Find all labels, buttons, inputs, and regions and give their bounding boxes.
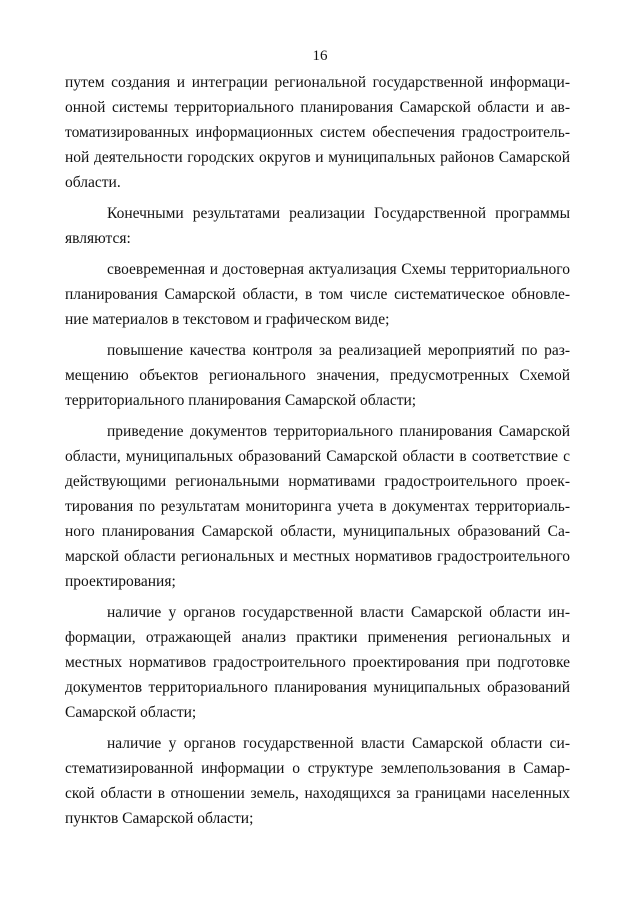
- document-text: [65, 70, 570, 831]
- text-line: стематизированной информации о структуре землепользования в Самар-: [65, 760, 570, 777]
- text-line: документов территориального планирования муниципальных образований: [65, 679, 570, 696]
- page-number: 16: [312, 48, 328, 64]
- text-line: местных нормативов градостроительного проектирования при подготовке: [65, 654, 570, 671]
- text-line: тирования по результатам мониторинга учета в документах территориаль-: [65, 498, 570, 515]
- text-line: марской области региональных и местных нормативов градостроительного: [65, 548, 570, 565]
- text-line: Самарской области;: [65, 704, 197, 721]
- text-line: формации, отражающей анализ практики применения региональных и: [65, 629, 570, 646]
- text-line: томатизированных информационных систем обеспечения градостроитель-: [65, 124, 570, 141]
- text-line: мещению объектов регионального значения, предусмотренных Схемой: [65, 367, 570, 384]
- text-line: наличие у органов государственной власти Самарской области ин-: [107, 604, 570, 621]
- text-line: проектирования;: [65, 573, 176, 590]
- text-line: приведение документов территориального планирования Самарской: [107, 423, 570, 440]
- text-line: ного планирования Самарской области, муниципальных образований Са-: [65, 523, 570, 540]
- text-line: путем создания и интеграции региональной государственной информаци-: [65, 74, 570, 91]
- text-line: территориального планирования Самарской области;: [65, 392, 417, 409]
- text-line: действующими региональными нормативами градостроительного проек-: [65, 473, 570, 490]
- text-line: области.: [65, 174, 121, 191]
- text-line: области, муниципальных образований Самарской области в соответствие с: [65, 448, 570, 465]
- text-line: своевременная и достоверная актуализация Схемы территориального: [107, 261, 570, 278]
- text-line: наличие у органов государственной власти Самарской области си-: [107, 735, 570, 752]
- text-line: ной деятельности городских округов и муниципальных районов Самарской: [65, 149, 570, 166]
- text-line: Конечными результатами реализации Государственной программы: [107, 205, 570, 222]
- text-line: пунктов Самарской области;: [65, 810, 254, 827]
- text-line: повышение качества контроля за реализацией мероприятий по раз-: [107, 342, 570, 359]
- text-line: являются:: [65, 230, 131, 247]
- text-line: ской области в отношении земель, находящихся за границами населенных: [65, 785, 570, 802]
- text-line: онной системы территориального планирования Самарской области и ав-: [65, 99, 570, 116]
- text-line: планирования Самарской области, в том числе систематическое обновле-: [65, 286, 570, 303]
- text-line: ние материалов в текстовом и графическом виде;: [65, 311, 390, 328]
